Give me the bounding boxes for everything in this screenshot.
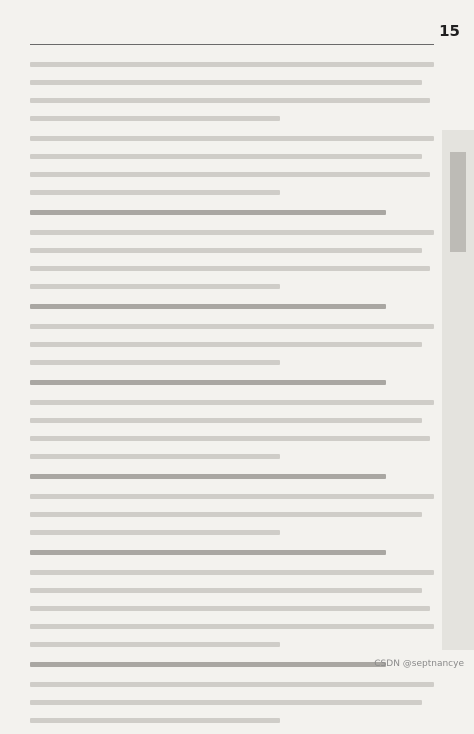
untranscribed-text-line xyxy=(30,226,434,238)
untranscribed-text-line xyxy=(30,132,434,144)
untranscribed-text-line xyxy=(30,584,434,596)
untranscribed-text-line xyxy=(30,150,434,162)
untranscribed-text-line xyxy=(30,638,434,650)
untranscribed-text-line xyxy=(30,206,434,218)
question-heading xyxy=(30,206,434,218)
question-heading xyxy=(30,470,434,482)
untranscribed-text-line xyxy=(30,526,434,538)
answer-paragraph xyxy=(30,58,434,124)
answer-paragraph xyxy=(30,490,434,538)
untranscribed-text-line xyxy=(30,244,434,256)
untranscribed-text-line xyxy=(30,396,434,408)
source-watermark: CSDN @septnancye xyxy=(374,659,464,669)
untranscribed-text-line xyxy=(30,602,434,614)
untranscribed-text-line xyxy=(30,168,434,180)
answer-paragraph xyxy=(30,320,434,368)
page-number: 15 xyxy=(439,22,460,40)
untranscribed-text-line xyxy=(30,432,434,444)
chapter-side-tab xyxy=(442,130,474,650)
untranscribed-text-line xyxy=(30,490,434,502)
answer-paragraph xyxy=(30,132,434,198)
question-heading xyxy=(30,546,434,558)
question-heading xyxy=(30,300,434,312)
untranscribed-text-line xyxy=(30,376,434,388)
untranscribed-text-line xyxy=(30,356,434,368)
answer-paragraph xyxy=(30,678,434,726)
untranscribed-text-line xyxy=(30,262,434,274)
untranscribed-text-line xyxy=(30,58,434,70)
untranscribed-text-line xyxy=(30,566,434,578)
untranscribed-text-line xyxy=(30,546,434,558)
untranscribed-text-line xyxy=(30,338,434,350)
untranscribed-text-line xyxy=(30,300,434,312)
untranscribed-text-line xyxy=(30,320,434,332)
untranscribed-text-line xyxy=(30,186,434,198)
untranscribed-text-line xyxy=(30,696,434,708)
untranscribed-text-line xyxy=(30,414,434,426)
untranscribed-text-line xyxy=(30,714,434,726)
answer-paragraph xyxy=(30,566,434,650)
header-rule xyxy=(30,44,434,45)
untranscribed-text-line xyxy=(30,280,434,292)
untranscribed-text-line xyxy=(30,508,434,520)
answer-paragraph xyxy=(30,396,434,462)
untranscribed-text-line xyxy=(30,678,434,690)
untranscribed-text-line xyxy=(30,450,434,462)
untranscribed-text-line xyxy=(30,94,434,106)
page-header xyxy=(0,0,474,50)
untranscribed-text-line xyxy=(30,112,434,124)
page-body xyxy=(30,58,434,734)
untranscribed-text-line xyxy=(30,470,434,482)
untranscribed-text-line xyxy=(30,620,434,632)
answer-paragraph xyxy=(30,226,434,292)
untranscribed-text-line xyxy=(30,76,434,88)
chapter-tab-marker xyxy=(450,152,466,252)
question-heading xyxy=(30,376,434,388)
